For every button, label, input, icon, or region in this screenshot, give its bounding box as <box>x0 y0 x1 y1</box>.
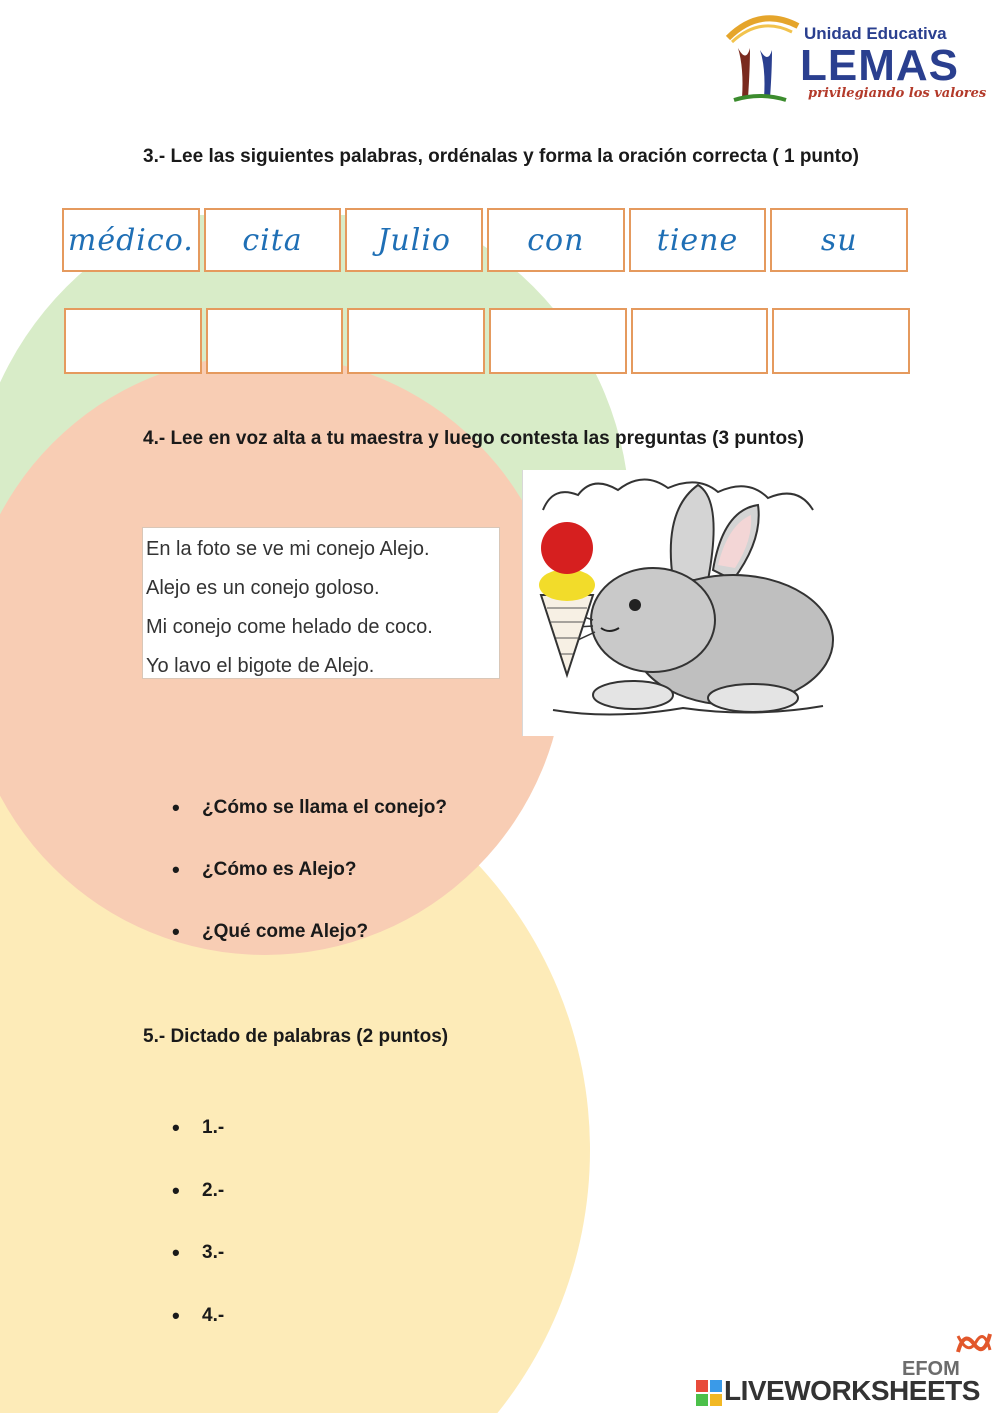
word-box[interactable]: con <box>487 208 625 272</box>
answer-boxes <box>64 308 910 376</box>
efom-label: EFOM <box>902 1358 960 1380</box>
answer-drop-box[interactable] <box>489 308 627 374</box>
dictation-item: • 3.- <box>172 1239 224 1302</box>
question-item: • ¿Qué come Alejo? <box>172 918 447 980</box>
word-box[interactable]: cita <box>204 208 342 272</box>
footer-branding <box>696 1358 996 1406</box>
bunny-ice-cream-image <box>523 470 843 736</box>
reading-line: En la foto se ve mi conejo Alejo. <box>146 538 430 560</box>
section5-heading: 5.- Dictado de palabras (2 puntos) <box>143 1026 449 1047</box>
word-box[interactable]: su <box>770 208 908 272</box>
word-box[interactable]: Julio <box>345 208 483 272</box>
dictation-list <box>172 1114 224 1364</box>
question-item: • ¿Cómo se llama el conejo? <box>172 794 447 856</box>
liveworksheets-badge-icon <box>696 1380 722 1406</box>
logo-title: Unidad Educativa <box>804 24 947 43</box>
word-box[interactable]: médico. <box>62 208 200 272</box>
word-boxes <box>62 208 908 276</box>
answer-drop-box[interactable] <box>64 308 202 374</box>
bunny-illustration <box>522 470 843 736</box>
answer-drop-box[interactable] <box>631 308 769 374</box>
reading-line: Mi conejo come helado de coco. <box>146 616 433 638</box>
logo-slogan: privilegiando los valores <box>808 86 987 101</box>
section3-heading: 3.- Lee las siguientes palabras, ordénalas y forma la oración correcta ( 1 punto) <box>143 146 859 167</box>
reading-passage <box>142 527 500 679</box>
reading-line: Alejo es un conejo goloso. <box>146 577 380 599</box>
dictation-item: • 1.- <box>172 1114 224 1177</box>
efom-logo-icon <box>954 1326 994 1360</box>
school-logo <box>720 8 990 108</box>
reading-line: Yo lavo el bigote de Alejo. <box>146 655 375 677</box>
section4-heading: 4.- Lee en voz alta a tu maestra y luego contesta las preguntas (3 puntos) <box>143 428 804 449</box>
tree-logo-icon <box>720 8 810 108</box>
dictation-item: • 2.- <box>172 1177 224 1240</box>
dictation-item: • 4.- <box>172 1302 224 1365</box>
answer-drop-box[interactable] <box>772 308 910 374</box>
logo-name: LEMAS <box>800 41 959 90</box>
answer-drop-box[interactable] <box>347 308 485 374</box>
liveworksheets-label: LIVEWORKSHEETS <box>724 1375 980 1406</box>
answer-drop-box[interactable] <box>206 308 344 374</box>
question-item: • ¿Cómo es Alejo? <box>172 856 447 918</box>
question-list <box>172 794 447 980</box>
word-box[interactable]: tiene <box>629 208 767 272</box>
